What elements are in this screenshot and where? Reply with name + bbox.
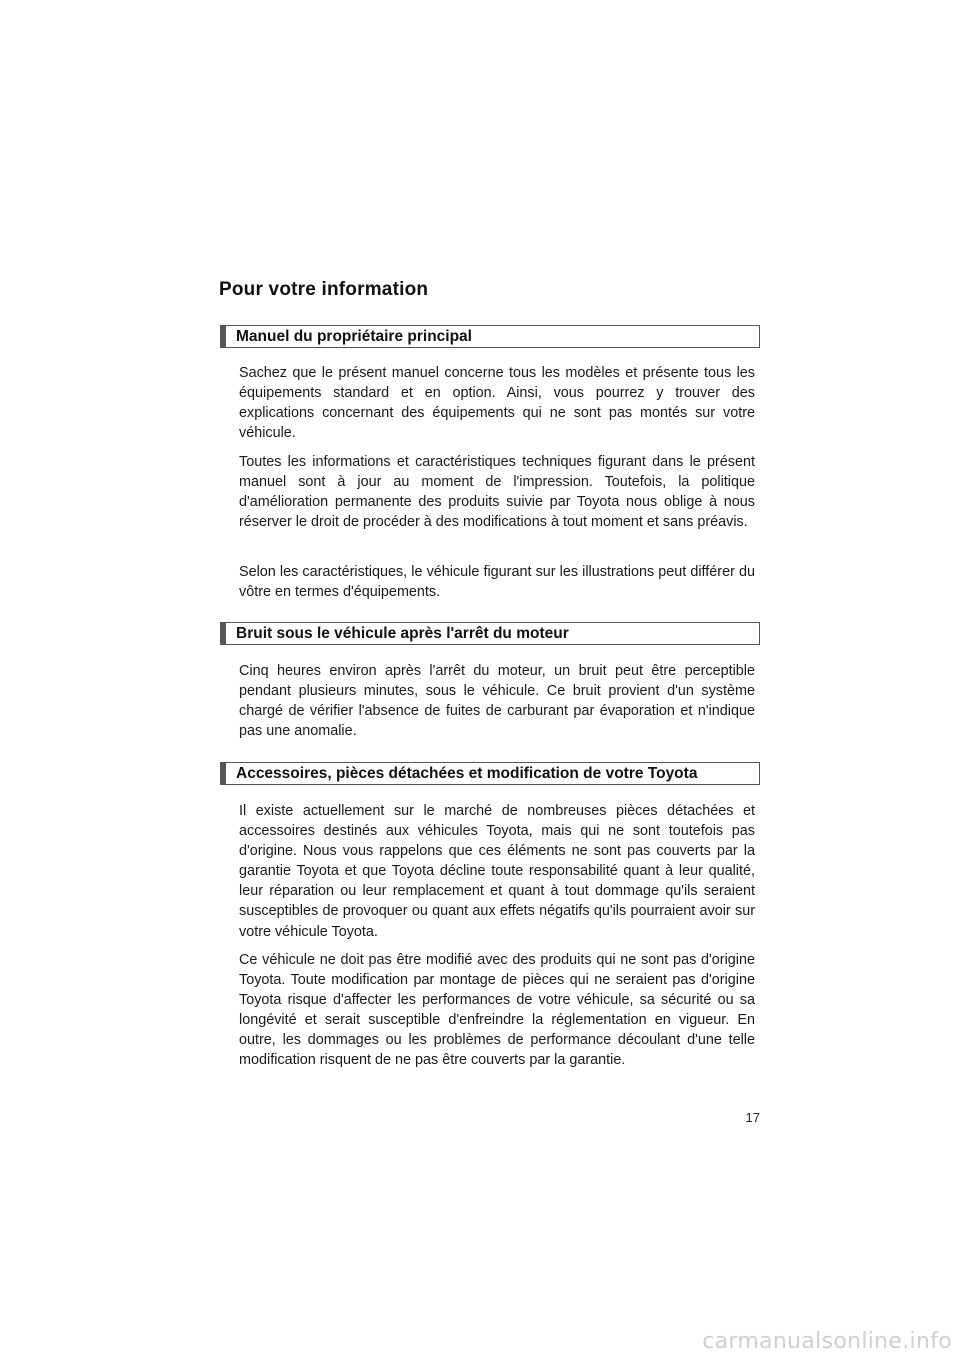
section-heading: Bruit sous le véhicule après l'arrêt du moteur [236,625,569,642]
section-header-owner-manual [220,325,760,348]
section-header-bar [221,623,226,644]
section-heading: Manuel du propriétaire principal [236,328,472,345]
page-number: 17 [745,1110,760,1125]
page-title: Pour votre information [219,279,429,300]
section-header-bar [221,326,226,347]
paragraph: Sachez que le présent manuel concerne tous les modèles et présente tous les équipements standard et en option. Ainsi, vous pourrez y trouver des explications concernant des équipements qui ne sont pas montés sur votre véhicule. [239,365,755,442]
paragraph: Selon les caractéristiques, le véhicule figurant sur les illustrations peut différer du vôtre en termes d'équipements. [239,564,755,601]
paragraph: Il existe actuellement sur le marché de nombreuses pièces détachées et accessoires destinés aux véhicules Toyota, mais qui ne sont toutefois pas d'origine. Nous vous rappelons que ces éléments ne sont pas couverts par la garantie Toyota et que Toyota décline toute responsabilité quant à leur qualité, leur réparation ou leur remplacement et quant à tout dommage qu'ils seraient susceptibles de provoquer ou quant aux effets négatifs qu'ils pourraient avoir sur votre véhicule Toyota. [239,803,755,940]
paragraph: Ce véhicule ne doit pas être modifié avec des produits qui ne sont pas d'origine Toyota. Toute modification par montage de pièces qui ne seraient pas d'origine Toyota risque d'affecter les performances de votre véhicule, sa sécurité ou sa longévité et serait susceptible d'enfreindre la réglementation en vigueur. En outre, les dommages ou les problèmes de performance découlant d'une telle modification risquent de ne pas être couverts par la garantie. [239,952,755,1069]
section-heading: Accessoires, pièces détachées et modification de votre Toyota [236,765,698,782]
section-header-engine-noise [220,622,760,645]
section-header-accessories [220,762,760,785]
paragraph: Cinq heures environ après l'arrêt du moteur, un bruit peut être perceptible pendant plusieurs minutes, sous le véhicule. Ce bruit provient d'un système chargé de vérifier l'absence de fuites de carburant par évaporation et n'indique pas une anomalie. [239,663,755,740]
paragraph: Toutes les informations et caractéristiques techniques figurant dans le présent manuel sont à jour au moment de l'impression. Toutefois, la politique d'amélioration permanente des produits suivie par Toyota nous oblige à nous réserver le droit de procéder à des modifications à tout moment et sans préavis. [239,454,755,531]
watermark-logo: carmanualsonline.info [702,1329,952,1354]
section-header-bar [221,763,226,784]
